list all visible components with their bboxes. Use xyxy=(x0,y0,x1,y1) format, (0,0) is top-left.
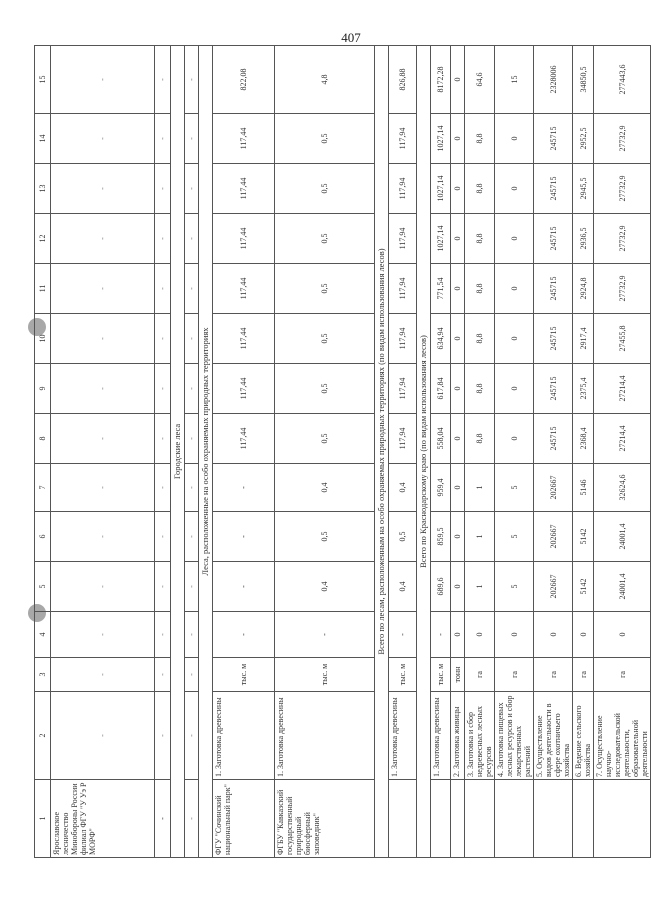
table-cell: - xyxy=(51,658,155,692)
table-cell: 5146 xyxy=(573,464,594,512)
table-cell: - xyxy=(185,612,199,658)
table-cell: - xyxy=(155,314,171,364)
table-cell: га xyxy=(495,658,534,692)
table-cell: - xyxy=(155,658,171,692)
table-cell: 771,54 xyxy=(431,264,451,314)
table-cell: - xyxy=(185,364,199,414)
table-cell: 0,4 xyxy=(389,562,417,612)
table-cell: 0,4 xyxy=(275,562,375,612)
table-cell: 27732,9 xyxy=(594,164,651,214)
table-cell: 117,44 xyxy=(213,214,275,264)
table-cell: га xyxy=(573,658,594,692)
table-cell: 1. Заготовка древесины xyxy=(275,692,375,780)
table-cell: 0,5 xyxy=(275,114,375,164)
table-cell: 0 xyxy=(451,612,465,658)
table-cell: 0 xyxy=(495,214,534,264)
table-cell: га xyxy=(594,658,651,692)
table-cell: 0 xyxy=(451,364,465,414)
column-number: 14 xyxy=(35,114,51,164)
table-cell: 1027,14 xyxy=(431,214,451,264)
table-cell: 117,44 xyxy=(213,114,275,164)
table-cell: - xyxy=(389,612,417,658)
table-cell: 117,94 xyxy=(389,264,417,314)
table-cell: тыс. м xyxy=(431,658,451,692)
table-cell: 245715 xyxy=(534,164,573,214)
table-cell: 202667 xyxy=(534,562,573,612)
section-row xyxy=(171,46,185,858)
table-cell: га xyxy=(534,658,573,692)
table-cell: - xyxy=(51,264,155,314)
header-row xyxy=(35,46,51,858)
table-cell: Ярославское лесничество Минобороны России филиал ФГУ "У Уэ Р МОРФ" xyxy=(51,780,155,858)
table-cell: 558,04 xyxy=(431,414,451,464)
section-row xyxy=(375,46,389,858)
table-cell: 859,5 xyxy=(431,512,451,562)
table-cell: - xyxy=(185,780,199,858)
table-cell xyxy=(594,780,651,858)
table-cell: 826,88 xyxy=(389,46,417,114)
table-cell: 0 xyxy=(451,314,465,364)
table-cell: 27214,4 xyxy=(594,364,651,414)
table-cell: 8,8 xyxy=(465,214,495,264)
table-cell: 8,8 xyxy=(465,264,495,314)
table-cell: 1. Заготовка древесины xyxy=(431,692,451,780)
table-cell: 0 xyxy=(495,114,534,164)
table-cell: - xyxy=(155,692,171,780)
table-cell: 0,5 xyxy=(275,264,375,314)
forest-use-table xyxy=(34,45,651,858)
table-cell: 822,08 xyxy=(213,46,275,114)
table-cell: 117,94 xyxy=(389,314,417,364)
table-cell: 0 xyxy=(495,264,534,314)
table-cell: 117,44 xyxy=(213,414,275,464)
table-cell: - xyxy=(155,114,171,164)
table-cell: - xyxy=(185,114,199,164)
table-cell: - xyxy=(51,464,155,512)
table-cell: 5 xyxy=(495,464,534,512)
section-title: Всего по Краснодарскому краю (по видам использования лесов) xyxy=(417,46,431,858)
table-cell: 1. Заготовка древесины xyxy=(213,692,275,780)
table-cell: 24001,4 xyxy=(594,512,651,562)
table-row xyxy=(389,46,417,858)
table-cell: 245715 xyxy=(534,114,573,164)
table-cell: 8,8 xyxy=(465,314,495,364)
table-cell: 0 xyxy=(451,214,465,264)
table-cell: 634,94 xyxy=(431,314,451,364)
table-cell: 0 xyxy=(451,512,465,562)
table-cell: - xyxy=(185,512,199,562)
table-cell: - xyxy=(275,612,375,658)
table-cell: 245715 xyxy=(534,264,573,314)
table-cell: - xyxy=(185,414,199,464)
table-cell: 117,94 xyxy=(389,214,417,264)
table-cell: 0 xyxy=(495,612,534,658)
column-number: 3 xyxy=(35,658,51,692)
table-cell: - xyxy=(185,264,199,314)
table-cell: 1 xyxy=(465,562,495,612)
table-cell: 27732,9 xyxy=(594,114,651,164)
table-cell: 202667 xyxy=(534,464,573,512)
table-cell: 2924,8 xyxy=(573,264,594,314)
table-cell: - xyxy=(155,46,171,114)
table-cell: - xyxy=(51,414,155,464)
table-cell: 0,5 xyxy=(275,314,375,364)
table-cell: 117,94 xyxy=(389,114,417,164)
page-number: 407 xyxy=(341,30,361,45)
table-cell: - xyxy=(185,46,199,114)
table-cell: 245715 xyxy=(534,364,573,414)
table-row xyxy=(51,46,155,858)
table-cell: 5142 xyxy=(573,512,594,562)
table-cell: ФГБУ "Кавказский государственный природный биосферный заповедник" xyxy=(275,780,375,858)
table-cell: - xyxy=(51,692,155,780)
table-cell: 0 xyxy=(495,414,534,464)
column-number: 13 xyxy=(35,164,51,214)
table-cell: 0 xyxy=(573,612,594,658)
table-cell: 1 xyxy=(465,464,495,512)
table-cell: - xyxy=(155,780,171,858)
rotated-table-area xyxy=(34,46,649,858)
table-cell: 8,8 xyxy=(465,164,495,214)
table-cell: - xyxy=(431,612,451,658)
table-cell: 24001,4 xyxy=(594,562,651,612)
table-cell: 5 xyxy=(495,562,534,612)
table-cell: 5 xyxy=(495,512,534,562)
table-cell: - xyxy=(155,562,171,612)
table-row xyxy=(451,46,465,858)
table-cell: 1. Заготовка древесины xyxy=(389,692,417,780)
table-cell: 0,5 xyxy=(389,512,417,562)
column-number: 1 xyxy=(35,780,51,858)
table-cell: 8,8 xyxy=(465,414,495,464)
table-cell: - xyxy=(51,214,155,264)
table-cell: 4,8 xyxy=(275,46,375,114)
table-cell: 0 xyxy=(451,164,465,214)
section-row xyxy=(199,46,213,858)
table-cell: 0 xyxy=(451,562,465,612)
column-number: 12 xyxy=(35,214,51,264)
table-cell xyxy=(534,780,573,858)
column-number: 2 xyxy=(35,692,51,780)
column-number: 10 xyxy=(35,314,51,364)
table-row xyxy=(495,46,534,858)
table-row xyxy=(275,46,375,858)
table-cell: - xyxy=(51,46,155,114)
table-body xyxy=(35,46,651,858)
column-number: 15 xyxy=(35,46,51,114)
table-cell: 245715 xyxy=(534,414,573,464)
table-cell: 0,4 xyxy=(275,464,375,512)
table-cell: 117,44 xyxy=(213,164,275,214)
table-cell: 27732,9 xyxy=(594,264,651,314)
table-cell: 0 xyxy=(495,364,534,414)
table-cell: 64,6 xyxy=(465,46,495,114)
table-cell: 27455,8 xyxy=(594,314,651,364)
table-cell: 277443,6 xyxy=(594,46,651,114)
table-cell: - xyxy=(185,214,199,264)
table-cell: 0 xyxy=(534,612,573,658)
table-cell: 0,5 xyxy=(275,414,375,464)
table-cell: ФГУ "Сочинский национальный парк" xyxy=(213,780,275,858)
table-cell: 0 xyxy=(594,612,651,658)
table-cell: 959,4 xyxy=(431,464,451,512)
table-cell: - xyxy=(213,512,275,562)
column-number: 7 xyxy=(35,464,51,512)
table-cell: - xyxy=(51,612,155,658)
table-cell: - xyxy=(155,364,171,414)
table-row xyxy=(155,46,171,858)
table-cell: 2945,5 xyxy=(573,164,594,214)
table-cell: 0 xyxy=(495,314,534,364)
table-cell: 245715 xyxy=(534,314,573,364)
table-cell: 0,5 xyxy=(275,512,375,562)
table-cell: 1027,14 xyxy=(431,164,451,214)
table-row xyxy=(465,46,495,858)
table-cell: - xyxy=(51,314,155,364)
table-cell xyxy=(495,780,534,858)
table-cell: 15 xyxy=(495,46,534,114)
table-cell: 0,4 xyxy=(389,464,417,512)
table-cell: 117,94 xyxy=(389,164,417,214)
table-cell: 7. Осуществление научно-исследовательской деятельности, образовательной деятельности xyxy=(594,692,651,780)
table-cell: 0 xyxy=(451,264,465,314)
table-cell: 0 xyxy=(451,46,465,114)
section-title: Городские леса xyxy=(171,46,185,858)
table-cell xyxy=(451,780,465,858)
table-cell: 8,8 xyxy=(465,114,495,164)
table-cell: 8172,28 xyxy=(431,46,451,114)
table-cell xyxy=(431,780,451,858)
table-cell: тыс. м xyxy=(275,658,375,692)
table-cell: 1 xyxy=(465,512,495,562)
table-cell: - xyxy=(155,464,171,512)
table-cell: 0 xyxy=(451,114,465,164)
table-cell: 2375,4 xyxy=(573,364,594,414)
table-cell: - xyxy=(185,464,199,512)
column-number: 4 xyxy=(35,612,51,658)
table-cell: - xyxy=(51,364,155,414)
table-cell: 5142 xyxy=(573,562,594,612)
table-cell: 117,44 xyxy=(213,364,275,414)
table-row xyxy=(573,46,594,858)
table-cell: 245715 xyxy=(534,214,573,264)
table-cell: га xyxy=(465,658,495,692)
table-cell: - xyxy=(155,414,171,464)
table-cell: 117,44 xyxy=(213,314,275,364)
column-number: 6 xyxy=(35,512,51,562)
table-cell: - xyxy=(155,264,171,314)
table-cell: тыс. м xyxy=(213,658,275,692)
table-cell: 5. Осуществление видов деятельности в сфере охотничьего хозяйства xyxy=(534,692,573,780)
table-cell: тыс. м xyxy=(389,658,417,692)
table-cell: 689,6 xyxy=(431,562,451,612)
table-cell: 0 xyxy=(451,464,465,512)
column-number: 9 xyxy=(35,364,51,414)
table-cell: - xyxy=(51,164,155,214)
table-cell: - xyxy=(213,612,275,658)
table-cell xyxy=(573,780,594,858)
table-cell: - xyxy=(185,692,199,780)
column-number: 8 xyxy=(35,414,51,464)
table-cell: 617,84 xyxy=(431,364,451,414)
table-row xyxy=(594,46,651,858)
table-cell: 0 xyxy=(465,612,495,658)
table-cell: 117,44 xyxy=(213,264,275,314)
table-cell xyxy=(465,780,495,858)
table-cell: 0,5 xyxy=(275,214,375,264)
table-cell: тонн xyxy=(451,658,465,692)
table-cell: - xyxy=(51,512,155,562)
table-cell: 0,5 xyxy=(275,164,375,214)
table-cell: 4. Заготовка пищевых лесных ресурсов и сбор лекарственных растений xyxy=(495,692,534,780)
table-cell: 2936,5 xyxy=(573,214,594,264)
table-cell: 117,94 xyxy=(389,364,417,414)
table-cell: 0 xyxy=(495,164,534,214)
table-row xyxy=(185,46,199,858)
table-cell: 3. Заготовка и сбор недревесных лесных ресурсов xyxy=(465,692,495,780)
section-title: Всего по лесам, расположенным на особо охраняемых природных территориях (по видам использования лесов) xyxy=(375,46,389,858)
table-cell: 1027,14 xyxy=(431,114,451,164)
table-cell: - xyxy=(155,512,171,562)
table-cell: - xyxy=(185,164,199,214)
table-cell: 34850,5 xyxy=(573,46,594,114)
table-cell: 2328006 xyxy=(534,46,573,114)
table-cell: 32624,6 xyxy=(594,464,651,512)
table-cell: - xyxy=(155,164,171,214)
table-cell: 0 xyxy=(451,414,465,464)
table-cell: - xyxy=(155,214,171,264)
table-cell: - xyxy=(185,658,199,692)
table-cell: - xyxy=(185,562,199,612)
table-cell xyxy=(389,780,417,858)
table-cell: - xyxy=(155,612,171,658)
table-cell: - xyxy=(213,562,275,612)
table-cell: 27732,9 xyxy=(594,214,651,264)
table-cell: - xyxy=(51,114,155,164)
column-number: 5 xyxy=(35,562,51,612)
table-cell: 27214,4 xyxy=(594,414,651,464)
table-cell: - xyxy=(213,464,275,512)
table-cell: 117,94 xyxy=(389,414,417,464)
table-cell: 2368,4 xyxy=(573,414,594,464)
column-number: 11 xyxy=(35,264,51,314)
table-cell: 8,8 xyxy=(465,364,495,414)
table-cell: 0,5 xyxy=(275,364,375,414)
table-row xyxy=(431,46,451,858)
table-row xyxy=(534,46,573,858)
table-cell: 2952,5 xyxy=(573,114,594,164)
table-cell: - xyxy=(51,562,155,612)
section-row xyxy=(417,46,431,858)
table-cell: 202667 xyxy=(534,512,573,562)
table-cell: 2917,4 xyxy=(573,314,594,364)
section-title: Леса, расположенные на особо охраняемых природных территориях xyxy=(199,46,213,858)
table-cell: - xyxy=(185,314,199,364)
table-cell: 2. Заготовка живицы xyxy=(451,692,465,780)
table-row xyxy=(213,46,275,858)
table-cell: 6. Ведение сельского хозяйства xyxy=(573,692,594,780)
